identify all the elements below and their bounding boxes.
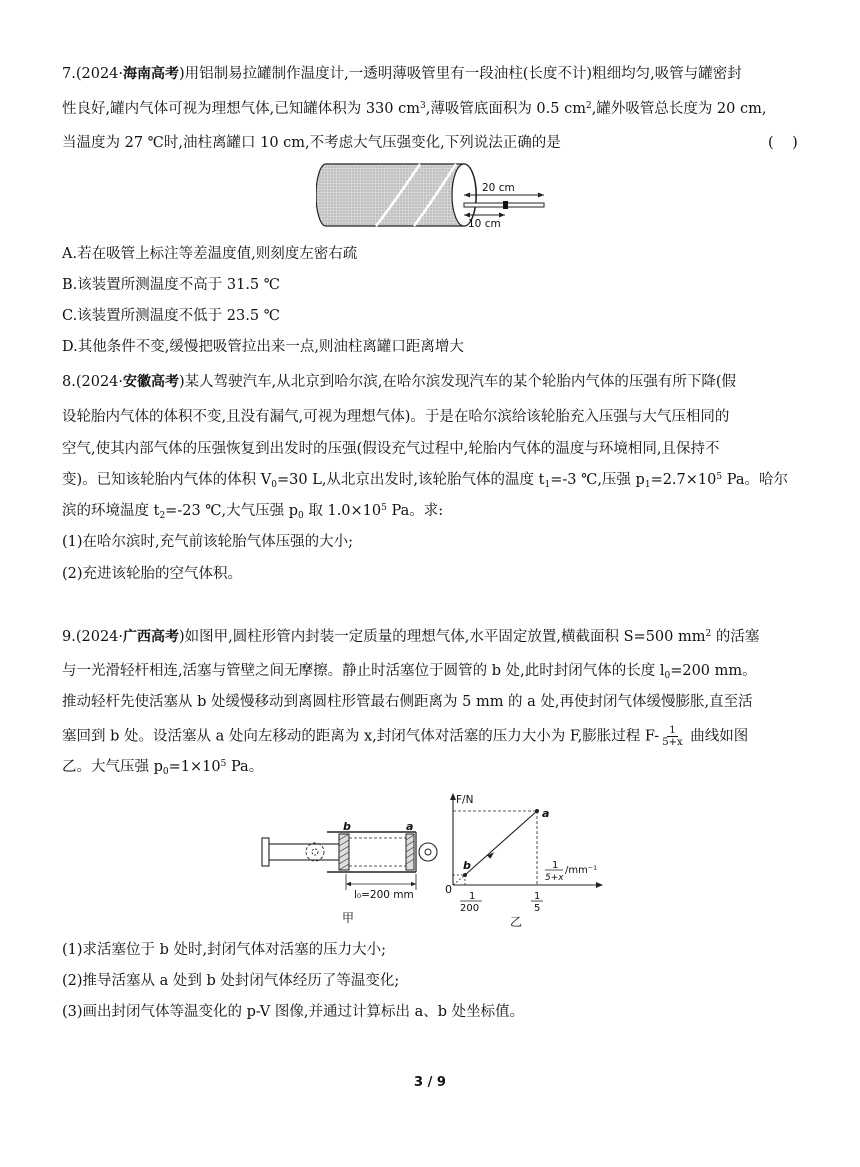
q7-option-c: C.该装置所测温度不低于 23.5 ℃ [62, 308, 280, 324]
label-l0: l₀=200 mm [354, 889, 414, 901]
x-axis-label-num: 1 [552, 860, 559, 871]
q8-line-3: 空气,使其内部气体的压强恢复到出发时的压强(假设充气过程中,轮胎内气体的温度与环境相同,且保持不 [62, 441, 720, 457]
tick-1-200-num: 1 [469, 891, 476, 902]
page-number: 3 / 9 [414, 1075, 446, 1090]
q8-subquestion-2: (2)充进该轮胎的空气体积。 [62, 566, 243, 582]
tick-1-5-den: 5 [534, 903, 541, 914]
q8-line-4: 变)。已知该轮胎内气体的体积 $V_0=30$ L,从北京出发时,该轮胎气体的温度 $t_1=-3$ ℃,压强 $p_1=2.7\times 10^5$ Pa。哈尔 [62, 472, 788, 490]
x-axis-label-unit: /mm⁻¹ [565, 865, 598, 876]
x-axis-label-den: 5+x [545, 873, 564, 883]
tick-1-5-num: 1 [534, 891, 541, 902]
answer-blank: ( ) [768, 135, 798, 151]
q7-option-a: A.若在吸管上标注等差温度值,则刻度左密右疏 [62, 246, 358, 262]
q9-line-4: 塞回到 b 处。设活塞从 a 处向左移动的距离为 x,封闭气体对活塞的压力大小为 F,膨胀过程 F- $\frac{1}{5+x}$ 曲线如图 [62, 725, 749, 748]
label-a: a [406, 820, 414, 833]
q9-line-5: 乙。大气压强 $p_0=1\times 10^5$ Pa。 [62, 759, 264, 777]
q8-subquestion-1: (1)在哈尔滨时,充气前该轮胎气体压强的大小; [62, 534, 354, 550]
q7-can-figure [316, 160, 546, 232]
q7-line-2: 性良好,罐内气体可视为理想气体,已知罐体积为 330 $cm^3$,薄吸管底面积为 0.5 $cm^2$,罐外吸管总长度为 20 cm, [62, 101, 767, 117]
q9-figure-yi [441, 789, 611, 931]
origin-label: 0 [445, 883, 452, 896]
tick-1-200-den: 200 [460, 903, 480, 914]
caption-jia: 甲 [342, 911, 355, 925]
q9-subquestion-1: (1)求活塞位于 b 处时,封闭气体对活塞的压力大小; [62, 942, 387, 958]
point-a-label: a [542, 807, 550, 820]
q9-source: 广西高考 [123, 629, 180, 645]
q7-line-1: 7.(2024·海南高考)用铝制易拉罐制作温度计,一透明薄吸管里有一段油柱(长度不计)粗细均匀,吸管与罐密封 [62, 66, 742, 82]
q7-line-3: 当温度为 27 ℃时,油柱离罐口 10 cm,不考虑大气压强变化,下列说法正确的是 [62, 135, 561, 151]
caption-yi: 乙 [510, 915, 523, 929]
q8-line-1: 8.(2024·安徽高考)某人驾驶汽车,从北京到哈尔滨,在哈尔滨发现汽车的某个轮胎内气体的压强有所下降(假 [62, 374, 737, 390]
q8-line-2: 设轮胎内气体的体积不变,且没有漏气,可视为理想气体)。于是在哈尔滨给该轮胎充入压强与大气压相同的 [62, 409, 730, 425]
q7-source: 海南高考 [123, 66, 180, 82]
axis-label-F: F/N [456, 794, 474, 806]
q9-line-3: 推动轻杆先使活塞从 b 处缓慢移动到离圆柱形管最右侧距离为 5 mm 的 a 处,再使封闭气体缓慢膨胀,直至活 [62, 694, 753, 710]
label-b: b [343, 820, 351, 833]
q9-figure-jia [258, 818, 444, 928]
label-20cm: 20 cm [482, 182, 515, 194]
fraction-1-over-5-plus-x: $\frac{1}{5+x}$ [662, 725, 683, 748]
q9-line-2: 与一光滑轻杆相连,活塞与管壁之间无摩擦。静止时活塞位于圆管的 b 处,此时封闭气体的长度 $l_0=200$ mm。 [62, 663, 757, 681]
q9-subquestion-3: (3)画出封闭气体等温变化的 p-V 图像,并通过计算标出 a、b 处坐标值。 [62, 1004, 525, 1020]
q9-subquestion-2: (2)推导活塞从 a 处到 b 处封闭气体经历了等温变化; [62, 973, 400, 989]
label-10cm: 10 cm [468, 218, 501, 230]
q9-line-1: 9.(2024·广西高考)如图甲,圆柱形管内封装一定质量的理想气体,水平固定放置,横截面积 S=500 $mm^2$ 的活塞 [62, 629, 760, 645]
q8-line-5: 滨的环境温度 $t_2=-23$ ℃,大气压强 $p_0$ 取 $1.0\times 10^5$ Pa。求: [62, 503, 444, 521]
q8-source: 安徽高考 [123, 374, 180, 390]
q7-option-b: B.该装置所测温度不高于 31.5 ℃ [62, 277, 280, 293]
point-b-label: b [463, 859, 471, 872]
q7-option-d: D.其他条件不变,缓慢把吸管拉出来一点,则油柱离罐口距离增大 [62, 339, 464, 355]
